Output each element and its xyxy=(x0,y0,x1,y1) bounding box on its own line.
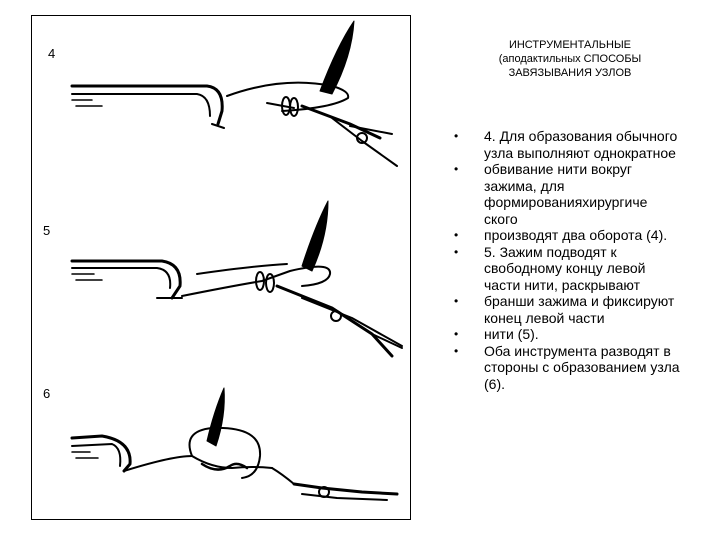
knot-tying-illustration xyxy=(31,15,411,520)
title-line: ИНСТРУМЕНТАЛЬНЫЕ xyxy=(508,39,632,51)
bullet-dot: • xyxy=(454,129,459,143)
bullet-dot: • xyxy=(454,294,459,308)
slide-title xyxy=(470,38,670,80)
bullet-item: • обвивание нити вокруг зажима, для формированияхирургиче ского xyxy=(454,161,648,227)
step-label-4: 4 xyxy=(48,46,56,61)
bullet-dot: • xyxy=(454,162,459,176)
step4-drawing xyxy=(72,21,397,166)
bullet-dot: • xyxy=(454,327,459,341)
bullet-list xyxy=(450,128,680,392)
bullet-item: • Оба инструмента разводят в стороны с образованием узла (6). xyxy=(454,342,680,392)
step6-drawing xyxy=(72,388,397,500)
step-label-6: 6 xyxy=(43,386,51,401)
instrument-drawings xyxy=(32,16,412,521)
step5-drawing xyxy=(72,201,402,356)
bullet-dot: • xyxy=(454,244,459,259)
bullet-item: • бранши зажима и фиксируют конец левой части xyxy=(454,293,675,326)
bullet-item: • 5. Зажим подводят к свободному концу левой части нити, раскрывают xyxy=(454,243,646,293)
bullet-dot: • xyxy=(454,228,459,242)
title-line: (аподактильных СПОСОБЫ xyxy=(498,53,642,65)
bullet-item: • нити (5). xyxy=(454,326,539,342)
bullet-dot: • xyxy=(454,343,459,358)
step-label-5: 5 xyxy=(43,223,51,238)
title-line: ЗАВЯЗЫВАНИЯ УЗЛОВ xyxy=(508,67,632,79)
bullet-item: • 4. Для образования обычного узла выполняют однократное xyxy=(454,128,678,161)
bullet-item: • производят два оборота (4). xyxy=(454,227,668,243)
